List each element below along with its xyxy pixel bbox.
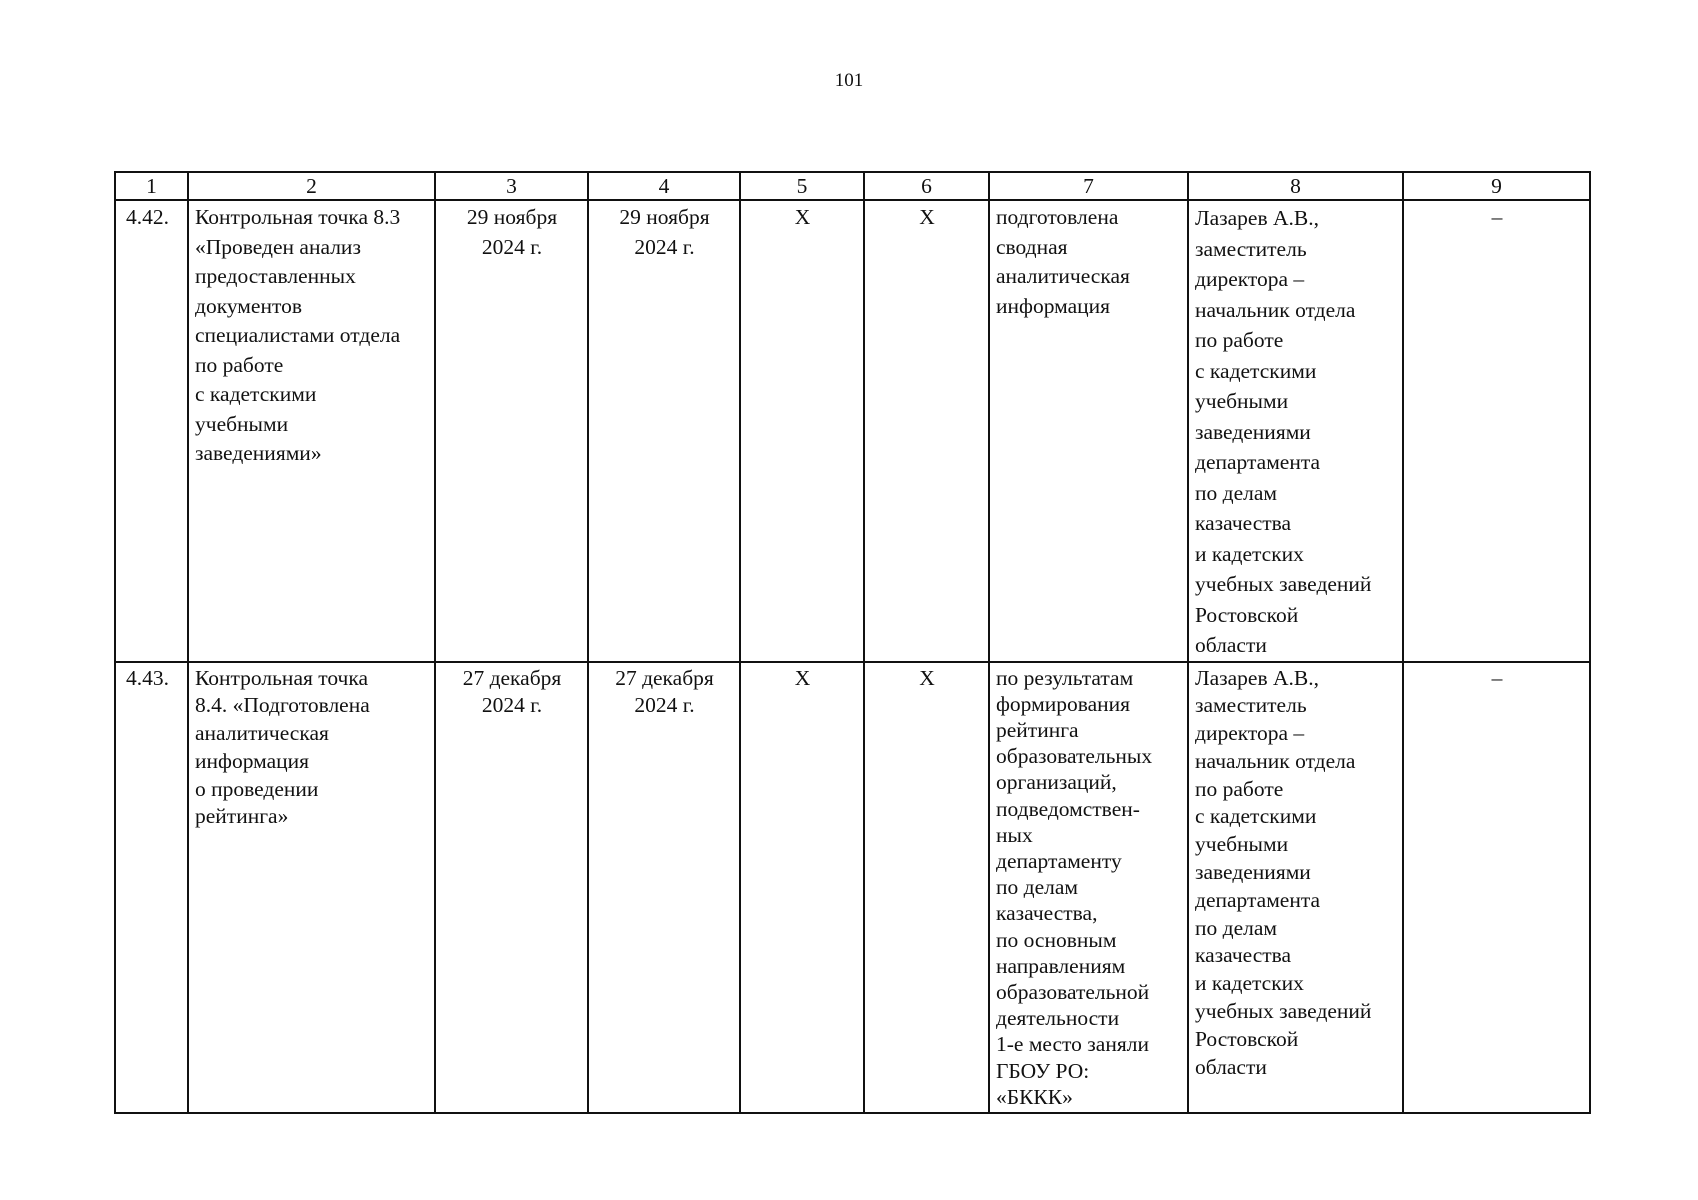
- column-6-value: X: [864, 200, 989, 662]
- row-number: 4.42.: [115, 200, 188, 662]
- column-5-value: X: [740, 200, 864, 662]
- column-number: 4: [588, 172, 740, 200]
- column-6-value: X: [864, 662, 989, 1113]
- column-number: 1: [115, 172, 188, 200]
- column-number: 7: [989, 172, 1188, 200]
- responsible-person: Лазарев А.В., заместитель директора – начальник отдела по работе с кадетскими учебными заведениями департамента по делам казачества и кадетских учебных заведений Ростовской области: [1188, 662, 1403, 1113]
- page-number: 101: [834, 70, 864, 91]
- column-number: 3: [435, 172, 588, 200]
- table-row: [115, 200, 1590, 662]
- responsible-person: Лазарев А.В., заместитель директора – начальник отдела по работе с кадетскими учебными заведениями департамента по делам казачества и кадетских учебных заведений Ростовской области: [1188, 200, 1403, 662]
- plan-table: [114, 171, 1591, 1114]
- control-point-name: Контрольная точка 8.4. «Подготовлена аналитическая информация о проведении рейтинга»: [188, 662, 435, 1113]
- column-5-value: X: [740, 662, 864, 1113]
- column-number: 8: [1188, 172, 1403, 200]
- table-row: [115, 662, 1590, 1113]
- control-point-name: Контрольная точка 8.3 «Проведен анализ предоставленных документов специалистами отдела по работе с кадетскими учебными заведениями»: [188, 200, 435, 662]
- column-number: 5: [740, 172, 864, 200]
- result-description: подготовлена сводная аналитическая информация: [989, 200, 1188, 662]
- column-number: 9: [1403, 172, 1590, 200]
- row-number: 4.43.: [115, 662, 188, 1113]
- column-number: 2: [188, 172, 435, 200]
- actual-date: 29 ноября 2024 г.: [588, 200, 740, 662]
- column-number: 6: [864, 172, 989, 200]
- result-description: по результатам формирования рейтинга образовательных организаций, подведомствен- ных департаменту по делам казачества, по основным направлениям образовательной деятельности 1-е место заняли ГБОУ РО: «БККК»: [989, 662, 1188, 1113]
- column-9-value: –: [1403, 200, 1590, 662]
- planned-date: 29 ноября 2024 г.: [435, 200, 588, 662]
- column-number-row: [115, 172, 1590, 200]
- actual-date: 27 декабря 2024 г.: [588, 662, 740, 1113]
- planned-date: 27 декабря 2024 г.: [435, 662, 588, 1113]
- column-9-value: –: [1403, 662, 1590, 1113]
